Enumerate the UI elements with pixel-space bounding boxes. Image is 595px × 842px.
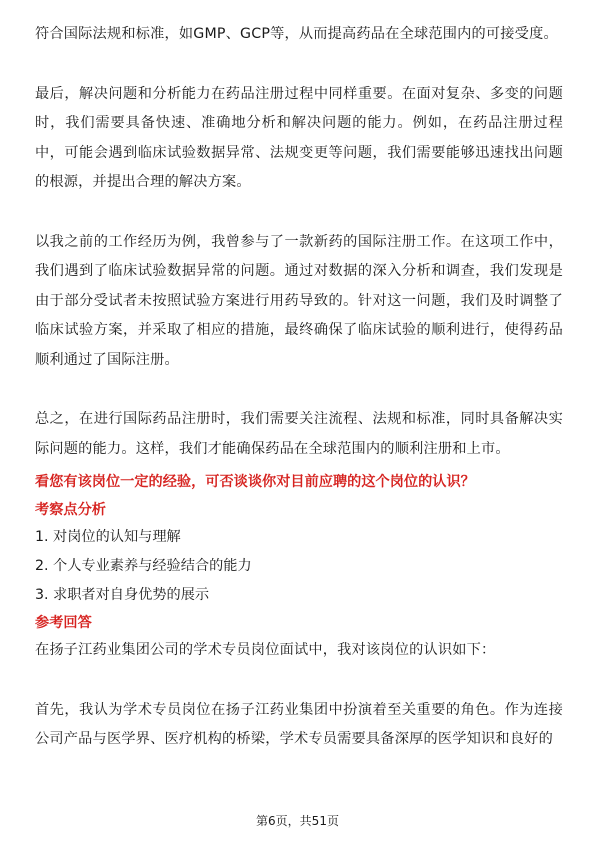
document-body [35,20,563,755]
answer-title: 参考回答 [35,615,92,631]
paragraph-experience-example: 以我之前的工作经历为例，我曾参与了一款新药的国际注册工作。在这项工作中，我们遇到了临床试验数据异常的问题。通过对数据的深入分析和调查，我们发现是由于部分受试者未按照试验方案进行用药导致的。针对这一问题，我们及时调整了临床试验方案，并采取了相应的措施，最终确保了临床试验的顺利进行，使得药品顺利通过了国际注册。 [35,233,563,368]
analysis-title: 考察点分析 [35,502,106,518]
paragraph-standards: 符合国际法规和标准，如GMP、GCP等，从而提高药品在全球范围内的可接受度。 [35,26,558,42]
analysis-item: 3. 求职者对自身优势的展示 [35,587,210,603]
paragraph-problem-solving: 最后，解决问题和分析能力在药品注册过程中同样重要。在面对复杂、多变的问题时，我们需要具备快速、准确地分析和解决问题的能力。例如，在药品注册过程中，可能会遇到临床试验数据异常、法规变更等问题，我们需要能够迅速找出问题的根源，并提出合理的解决方案。 [35,85,563,190]
analysis-item: 1. 对岗位的认知与理解 [35,529,181,545]
page-number: 第6页，共51页 [256,814,339,828]
interview-question: 看您有该岗位一定的经验，可否谈谈你对目前应聘的这个岗位的认识？ [35,474,475,490]
paragraph-summary: 总之，在进行国际药品注册时，我们需要关注流程、法规和标准，同时具备解决实际问题的能力。这样，我们才能确保药品在全球范围内的顺利注册和上市。 [35,411,563,457]
answer-body: 首先，我认为学术专员岗位在扬子江药业集团中扮演着至关重要的角色。作为连接公司产品与医学界、医疗机构的桥梁，学术专员需要具备深厚的医学知识和良好的 [35,701,563,747]
analysis-item: 2. 个人专业素养与经验结合的能力 [35,558,252,574]
answer-intro: 在扬子江药业集团公司的学术专员岗位面试中，我对该岗位的认识如下： [35,642,496,658]
